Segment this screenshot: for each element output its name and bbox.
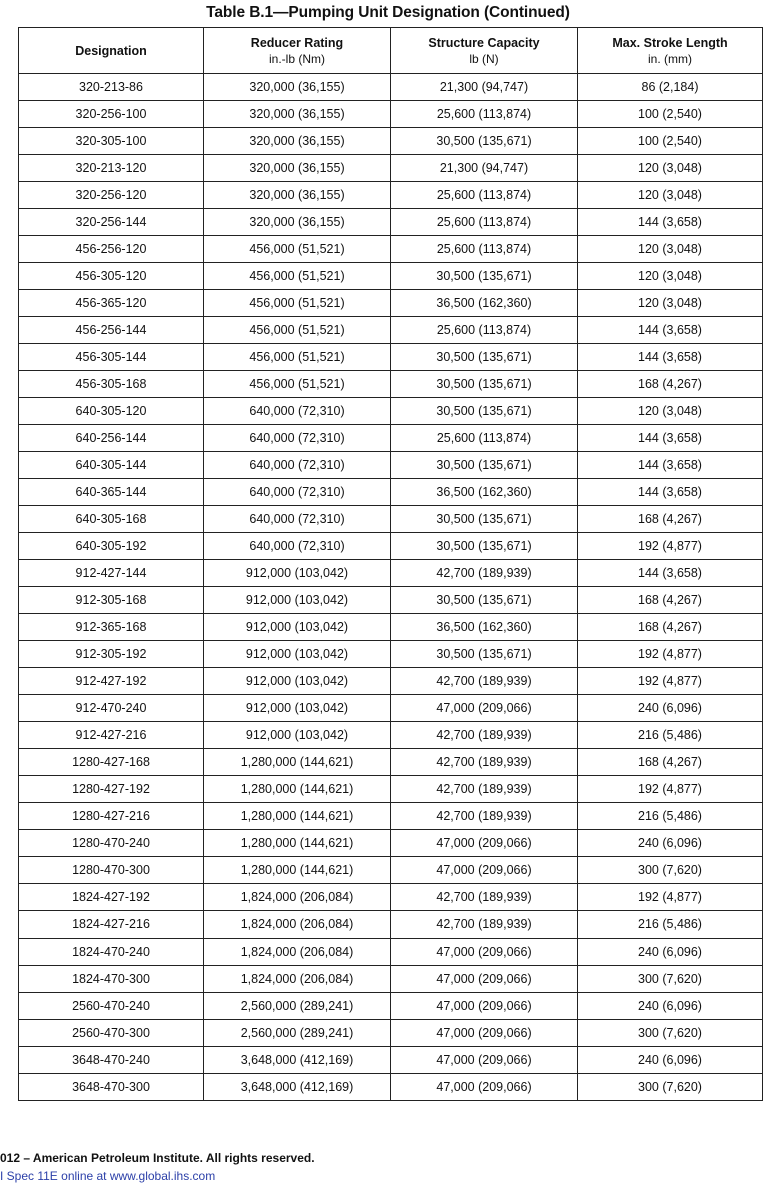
max-stroke-length-cell: 300 (7,620) <box>578 965 763 992</box>
max-stroke-length-cell: 192 (4,877) <box>578 884 763 911</box>
designation-cell: 2560-470-240 <box>19 992 204 1019</box>
table-row <box>19 938 763 965</box>
max-stroke-length-cell: 168 (4,267) <box>578 587 763 614</box>
designation-cell: 912-365-168 <box>19 614 204 641</box>
structure-capacity-cell: 42,700 (189,939) <box>391 668 578 695</box>
structure-capacity-cell: 25,600 (113,874) <box>391 182 578 209</box>
max-stroke-length-cell: 86 (2,184) <box>578 74 763 101</box>
reducer-rating-cell: 640,000 (72,310) <box>204 425 391 452</box>
reducer-rating-cell: 1,280,000 (144,621) <box>204 776 391 803</box>
structure-capacity-cell: 25,600 (113,874) <box>391 209 578 236</box>
header-max-stroke-length-label: Max. Stroke Length <box>612 35 728 50</box>
structure-capacity-cell: 47,000 (209,066) <box>391 1073 578 1100</box>
table-row <box>19 344 763 371</box>
structure-capacity-cell: 30,500 (135,671) <box>391 371 578 398</box>
reducer-rating-cell: 3,648,000 (412,169) <box>204 1046 391 1073</box>
copyright-notice: 012 – American Petroleum Institute. All rights reserved. <box>0 1151 315 1165</box>
reducer-rating-cell: 640,000 (72,310) <box>204 452 391 479</box>
table-row <box>19 749 763 776</box>
structure-capacity-cell: 47,000 (209,066) <box>391 992 578 1019</box>
table-row <box>19 776 763 803</box>
table-row <box>19 722 763 749</box>
designation-cell: 912-305-168 <box>19 587 204 614</box>
structure-capacity-cell: 21,300 (94,747) <box>391 155 578 182</box>
table-row <box>19 614 763 641</box>
designation-cell: 320-256-100 <box>19 101 204 128</box>
designation-cell: 640-365-144 <box>19 479 204 506</box>
table-row <box>19 236 763 263</box>
structure-capacity-cell: 30,500 (135,671) <box>391 506 578 533</box>
reducer-rating-cell: 1,280,000 (144,621) <box>204 857 391 884</box>
designation-cell: 912-427-144 <box>19 560 204 587</box>
designation-cell: 320-213-120 <box>19 155 204 182</box>
structure-capacity-cell: 47,000 (209,066) <box>391 830 578 857</box>
designation-cell: 640-305-120 <box>19 398 204 425</box>
structure-capacity-cell: 42,700 (189,939) <box>391 749 578 776</box>
online-link[interactable]: I Spec 11E online at www.global.ihs.com <box>0 1169 216 1183</box>
reducer-rating-cell: 1,280,000 (144,621) <box>204 803 391 830</box>
structure-capacity-cell: 47,000 (209,066) <box>391 695 578 722</box>
max-stroke-length-cell: 120 (3,048) <box>578 155 763 182</box>
designation-cell: 456-305-144 <box>19 344 204 371</box>
header-structure-capacity-unit: lb (N) <box>469 51 499 66</box>
table-row <box>19 668 763 695</box>
table-row <box>19 290 763 317</box>
max-stroke-length-cell: 144 (3,658) <box>578 209 763 236</box>
table-row <box>19 182 763 209</box>
table-row <box>19 101 763 128</box>
header-designation-label: Designation <box>75 43 147 58</box>
structure-capacity-cell: 30,500 (135,671) <box>391 533 578 560</box>
designation-cell: 3648-470-240 <box>19 1046 204 1073</box>
table-row <box>19 533 763 560</box>
designation-cell: 320-305-100 <box>19 128 204 155</box>
max-stroke-length-cell: 216 (5,486) <box>578 722 763 749</box>
reducer-rating-cell: 456,000 (51,521) <box>204 344 391 371</box>
designation-cell: 912-427-192 <box>19 668 204 695</box>
table-row <box>19 506 763 533</box>
reducer-rating-cell: 456,000 (51,521) <box>204 371 391 398</box>
reducer-rating-cell: 912,000 (103,042) <box>204 722 391 749</box>
reducer-rating-cell: 1,824,000 (206,084) <box>204 911 391 938</box>
reducer-rating-cell: 640,000 (72,310) <box>204 398 391 425</box>
structure-capacity-cell: 36,500 (162,360) <box>391 290 578 317</box>
designation-cell: 1280-470-300 <box>19 857 204 884</box>
table-row <box>19 263 763 290</box>
header-reducer-rating-unit: in.-lb (Nm) <box>269 51 325 66</box>
reducer-rating-cell: 2,560,000 (289,241) <box>204 992 391 1019</box>
table-row <box>19 371 763 398</box>
max-stroke-length-cell: 120 (3,048) <box>578 263 763 290</box>
reducer-rating-cell: 640,000 (72,310) <box>204 506 391 533</box>
reducer-rating-cell: 912,000 (103,042) <box>204 695 391 722</box>
reducer-rating-cell: 320,000 (36,155) <box>204 182 391 209</box>
designation-cell: 456-365-120 <box>19 290 204 317</box>
header-reducer-rating-label: Reducer Rating <box>250 35 344 50</box>
table-row <box>19 74 763 101</box>
header-structure-capacity-label: Structure Capacity <box>428 35 540 50</box>
structure-capacity-cell: 47,000 (209,066) <box>391 938 578 965</box>
table-row <box>19 425 763 452</box>
table-row <box>19 911 763 938</box>
max-stroke-length-cell: 168 (4,267) <box>578 749 763 776</box>
reducer-rating-cell: 640,000 (72,310) <box>204 479 391 506</box>
reducer-rating-cell: 2,560,000 (289,241) <box>204 1019 391 1046</box>
designation-cell: 320-256-144 <box>19 209 204 236</box>
pumping-unit-table <box>18 27 763 1101</box>
table-body <box>19 74 763 1101</box>
designation-cell: 640-256-144 <box>19 425 204 452</box>
max-stroke-length-cell: 100 (2,540) <box>578 128 763 155</box>
table-row <box>19 128 763 155</box>
max-stroke-length-cell: 192 (4,877) <box>578 776 763 803</box>
max-stroke-length-cell: 216 (5,486) <box>578 803 763 830</box>
table-row <box>19 965 763 992</box>
designation-cell: 456-305-120 <box>19 263 204 290</box>
reducer-rating-cell: 1,280,000 (144,621) <box>204 749 391 776</box>
table-row <box>19 155 763 182</box>
structure-capacity-cell: 25,600 (113,874) <box>391 236 578 263</box>
max-stroke-length-cell: 240 (6,096) <box>578 695 763 722</box>
max-stroke-length-cell: 300 (7,620) <box>578 1019 763 1046</box>
reducer-rating-cell: 320,000 (36,155) <box>204 74 391 101</box>
reducer-rating-cell: 912,000 (103,042) <box>204 668 391 695</box>
header-row <box>19 28 763 74</box>
structure-capacity-cell: 42,700 (189,939) <box>391 884 578 911</box>
table-row <box>19 992 763 1019</box>
reducer-rating-cell: 3,648,000 (412,169) <box>204 1073 391 1100</box>
max-stroke-length-cell: 144 (3,658) <box>578 317 763 344</box>
max-stroke-length-cell: 240 (6,096) <box>578 992 763 1019</box>
table-title: Table B.1—Pumping Unit Designation (Continued) <box>206 4 570 21</box>
reducer-rating-cell: 1,824,000 (206,084) <box>204 938 391 965</box>
designation-cell: 1280-470-240 <box>19 830 204 857</box>
table-row <box>19 587 763 614</box>
table-row <box>19 479 763 506</box>
max-stroke-length-cell: 144 (3,658) <box>578 560 763 587</box>
table-row <box>19 695 763 722</box>
structure-capacity-cell: 25,600 (113,874) <box>391 101 578 128</box>
table-row <box>19 452 763 479</box>
max-stroke-length-cell: 144 (3,658) <box>578 452 763 479</box>
designation-cell: 456-256-120 <box>19 236 204 263</box>
designation-cell: 640-305-144 <box>19 452 204 479</box>
table-row <box>19 317 763 344</box>
header-structure-capacity <box>391 28 578 74</box>
reducer-rating-cell: 912,000 (103,042) <box>204 560 391 587</box>
designation-cell: 456-256-144 <box>19 317 204 344</box>
structure-capacity-cell: 25,600 (113,874) <box>391 425 578 452</box>
designation-cell: 456-305-168 <box>19 371 204 398</box>
designation-cell: 912-305-192 <box>19 641 204 668</box>
structure-capacity-cell: 42,700 (189,939) <box>391 560 578 587</box>
designation-cell: 640-305-168 <box>19 506 204 533</box>
max-stroke-length-cell: 300 (7,620) <box>578 1073 763 1100</box>
reducer-rating-cell: 456,000 (51,521) <box>204 290 391 317</box>
reducer-rating-cell: 640,000 (72,310) <box>204 533 391 560</box>
structure-capacity-cell: 36,500 (162,360) <box>391 479 578 506</box>
designation-cell: 912-427-216 <box>19 722 204 749</box>
max-stroke-length-cell: 144 (3,658) <box>578 425 763 452</box>
reducer-rating-cell: 1,824,000 (206,084) <box>204 884 391 911</box>
table-row <box>19 857 763 884</box>
reducer-rating-cell: 912,000 (103,042) <box>204 641 391 668</box>
structure-capacity-cell: 42,700 (189,939) <box>391 803 578 830</box>
reducer-rating-cell: 320,000 (36,155) <box>204 155 391 182</box>
structure-capacity-cell: 47,000 (209,066) <box>391 1046 578 1073</box>
header-max-stroke-length <box>578 28 763 74</box>
designation-cell: 3648-470-300 <box>19 1073 204 1100</box>
max-stroke-length-cell: 240 (6,096) <box>578 830 763 857</box>
designation-cell: 1824-427-192 <box>19 884 204 911</box>
max-stroke-length-cell: 192 (4,877) <box>578 641 763 668</box>
max-stroke-length-cell: 168 (4,267) <box>578 371 763 398</box>
table-row <box>19 884 763 911</box>
designation-cell: 2560-470-300 <box>19 1019 204 1046</box>
designation-cell: 1280-427-168 <box>19 749 204 776</box>
max-stroke-length-cell: 144 (3,658) <box>578 344 763 371</box>
designation-cell: 1280-427-192 <box>19 776 204 803</box>
table-row <box>19 209 763 236</box>
table-row <box>19 1073 763 1100</box>
header-reducer-rating <box>204 28 391 74</box>
reducer-rating-cell: 456,000 (51,521) <box>204 317 391 344</box>
max-stroke-length-cell: 120 (3,048) <box>578 182 763 209</box>
max-stroke-length-cell: 120 (3,048) <box>578 290 763 317</box>
header-max-stroke-length-unit: in. (mm) <box>648 51 692 66</box>
structure-capacity-cell: 30,500 (135,671) <box>391 263 578 290</box>
reducer-rating-cell: 320,000 (36,155) <box>204 128 391 155</box>
structure-capacity-cell: 30,500 (135,671) <box>391 452 578 479</box>
max-stroke-length-cell: 240 (6,096) <box>578 1046 763 1073</box>
table-row <box>19 560 763 587</box>
designation-cell: 1824-427-216 <box>19 911 204 938</box>
max-stroke-length-cell: 100 (2,540) <box>578 101 763 128</box>
structure-capacity-cell: 21,300 (94,747) <box>391 74 578 101</box>
structure-capacity-cell: 25,600 (113,874) <box>391 317 578 344</box>
structure-capacity-cell: 30,500 (135,671) <box>391 641 578 668</box>
max-stroke-length-cell: 192 (4,877) <box>578 668 763 695</box>
max-stroke-length-cell: 192 (4,877) <box>578 533 763 560</box>
table-row <box>19 641 763 668</box>
structure-capacity-cell: 47,000 (209,066) <box>391 857 578 884</box>
table-row <box>19 1019 763 1046</box>
structure-capacity-cell: 30,500 (135,671) <box>391 128 578 155</box>
reducer-rating-cell: 456,000 (51,521) <box>204 263 391 290</box>
designation-cell: 320-256-120 <box>19 182 204 209</box>
structure-capacity-cell: 42,700 (189,939) <box>391 722 578 749</box>
reducer-rating-cell: 320,000 (36,155) <box>204 101 391 128</box>
max-stroke-length-cell: 120 (3,048) <box>578 398 763 425</box>
max-stroke-length-cell: 168 (4,267) <box>578 614 763 641</box>
reducer-rating-cell: 1,280,000 (144,621) <box>204 830 391 857</box>
designation-cell: 1824-470-240 <box>19 938 204 965</box>
max-stroke-length-cell: 300 (7,620) <box>578 857 763 884</box>
max-stroke-length-cell: 144 (3,658) <box>578 479 763 506</box>
table-row <box>19 803 763 830</box>
structure-capacity-cell: 47,000 (209,066) <box>391 1019 578 1046</box>
structure-capacity-cell: 42,700 (189,939) <box>391 776 578 803</box>
max-stroke-length-cell: 216 (5,486) <box>578 911 763 938</box>
table-row <box>19 398 763 425</box>
max-stroke-length-cell: 120 (3,048) <box>578 236 763 263</box>
structure-capacity-cell: 47,000 (209,066) <box>391 965 578 992</box>
table-row <box>19 830 763 857</box>
structure-capacity-cell: 30,500 (135,671) <box>391 398 578 425</box>
structure-capacity-cell: 30,500 (135,671) <box>391 587 578 614</box>
designation-cell: 320-213-86 <box>19 74 204 101</box>
reducer-rating-cell: 912,000 (103,042) <box>204 614 391 641</box>
structure-capacity-cell: 30,500 (135,671) <box>391 344 578 371</box>
structure-capacity-cell: 36,500 (162,360) <box>391 614 578 641</box>
designation-cell: 1280-427-216 <box>19 803 204 830</box>
table-row <box>19 1046 763 1073</box>
max-stroke-length-cell: 240 (6,096) <box>578 938 763 965</box>
designation-cell: 912-470-240 <box>19 695 204 722</box>
reducer-rating-cell: 912,000 (103,042) <box>204 587 391 614</box>
header-designation <box>19 28 204 74</box>
designation-cell: 1824-470-300 <box>19 965 204 992</box>
designation-cell: 640-305-192 <box>19 533 204 560</box>
reducer-rating-cell: 320,000 (36,155) <box>204 209 391 236</box>
max-stroke-length-cell: 168 (4,267) <box>578 506 763 533</box>
reducer-rating-cell: 456,000 (51,521) <box>204 236 391 263</box>
table-header <box>19 28 763 74</box>
structure-capacity-cell: 42,700 (189,939) <box>391 911 578 938</box>
reducer-rating-cell: 1,824,000 (206,084) <box>204 965 391 992</box>
